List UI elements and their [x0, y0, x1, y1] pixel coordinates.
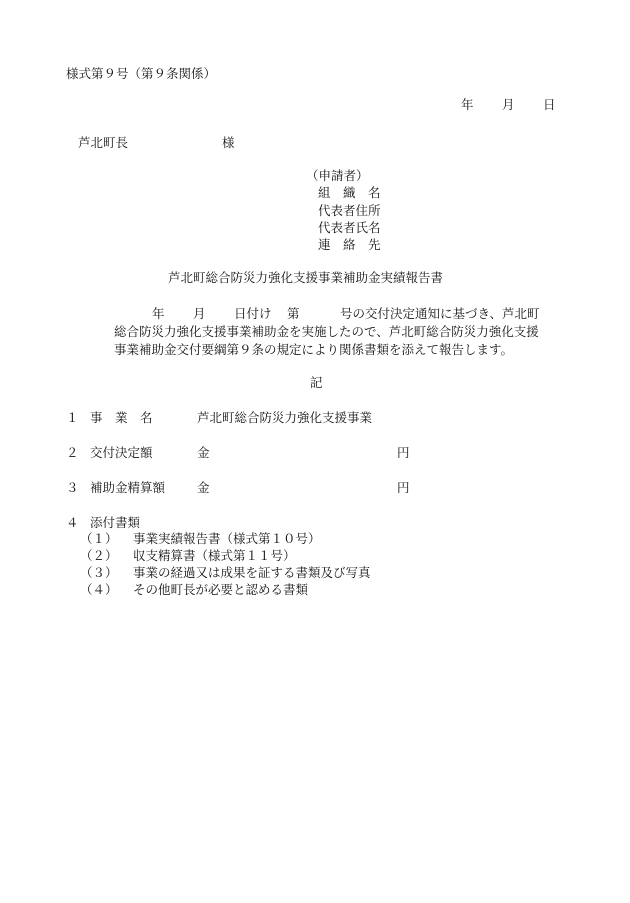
attachment-text: その他町長が必要と認める書類 [133, 582, 309, 597]
item-label: 補助金精算額 [90, 480, 166, 495]
body-line3: 事業補助金交付要綱第９条の規定により関係書類を添えて報告します。 [114, 342, 514, 357]
addressee-honorific: 様 [222, 135, 235, 150]
document-title: 芦北町総合防災力強化支援事業補助金実績報告書 [168, 270, 444, 285]
applicant-field: 代表者氏名 [318, 220, 381, 235]
body-line1-rest: 号の交付決定通知に基づき、芦北町 [340, 306, 540, 321]
attachments-label: 添付書類 [90, 515, 141, 530]
applicant-field: 代表者住所 [318, 203, 381, 218]
body-year: 年 [152, 306, 165, 321]
body-dated: 日付け [234, 306, 272, 321]
attachment-text: 事業実績報告書（様式第１０号） [133, 531, 321, 546]
body-month: 月 [193, 306, 206, 321]
amount-prefix: 金 [197, 445, 210, 460]
item-value: 芦北町総合防災力強化支援事業 [197, 410, 373, 425]
item-number: ２ [66, 445, 79, 460]
date-year: 年 [461, 97, 474, 112]
attachment-number: （４） [80, 582, 118, 597]
item-label: 事 業 名 [90, 410, 153, 425]
applicant-field: 組 織 名 [318, 185, 381, 200]
date-month: 月 [502, 97, 515, 112]
date-day: 日 [543, 97, 556, 112]
attachment-text: 事業の経過又は成果を証する書類及び写真 [133, 565, 371, 580]
attachment-number: （１） [80, 531, 118, 546]
item-label: 交付決定額 [90, 445, 153, 460]
amount-prefix: 金 [197, 480, 210, 495]
amount-unit: 円 [397, 445, 410, 460]
item-number: ４ [66, 515, 79, 530]
applicant-heading: （申請者） [306, 168, 369, 183]
form-id: 様式第９号（第９条関係） [66, 66, 217, 81]
attachment-number: （２） [80, 548, 118, 563]
addressee-name: 芦北町長 [78, 135, 129, 150]
attachment-text: 収支精算書（様式第１１号） [133, 548, 296, 563]
body-line2: 総合防災力強化支援事業補助金を実施したので、芦北町総合防災力強化支援 [114, 324, 539, 339]
item-number: １ [66, 410, 79, 425]
ki-marker: 記 [310, 375, 323, 390]
body-number-prefix: 第 [287, 306, 300, 321]
item-number: ３ [66, 480, 79, 495]
applicant-field: 連 絡 先 [318, 237, 381, 252]
attachment-number: （３） [80, 565, 118, 580]
amount-unit: 円 [397, 480, 410, 495]
